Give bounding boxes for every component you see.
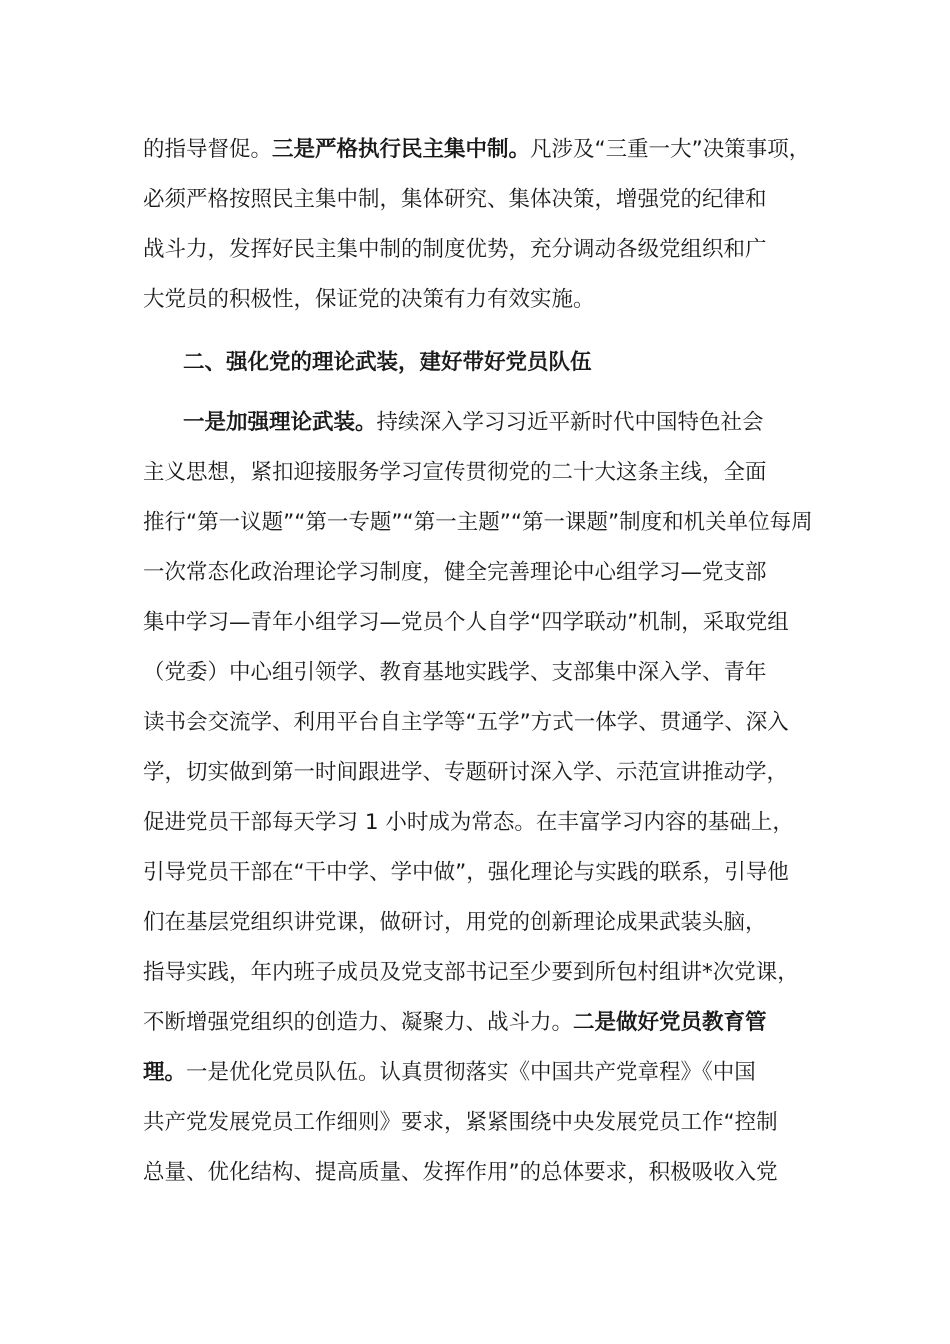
paragraph-2-line-3: 推行“第一议题”“第一专题”“第一主题”“第一课题”制度和机关单位每周 [143,510,813,535]
paragraph-2-line-12: 指导实践，年内班子成员及党支部书记至少要到所包村组讲*次党课， [143,960,799,985]
paragraph-2-line-7: 读书会交流学、利用平台自主学等“五学”方式一体学、贯通学、深入 [143,710,789,735]
paragraph-2-line-16: 总量、优化结构、提高质量、发挥作用”的总体要求，积极吸收入党 [143,1160,778,1185]
bold-lead: 一是加强理论武装。 [183,410,377,435]
bold-lead: 理。 [143,1060,187,1085]
text-run: 一是优化党员队伍。认真贯彻落实《中国共产党章程》《中国 [186,1060,756,1085]
paragraph-1-line-1 [143,130,833,170]
paragraph-2-line-5: 集中学习—青年小组学习—党员个人自学“四学联动”机制，采取党组 [143,610,789,635]
bold-lead: 三是严格执行民主集中制。 [272,137,531,162]
text-run: 凡涉及“三重一大”决策事项， [530,137,811,162]
paragraph-2-line-9: 促进党员干部每天学习 1 小时成为常态。在丰富学习内容的基础上， [143,810,794,835]
paragraph-2-line-6: （党委）中心组引领学、教育基地实践学、支部集中深入学、青年 [143,660,767,685]
text-run: 持续深入学习习近平新时代中国特色社会 [376,410,764,435]
bold-lead: 二是做好党员教育管 [573,1010,767,1035]
section-heading-2: 二、强化党的理论武装，建好带好党员队伍 [183,350,592,375]
paragraph-2-line-4: 一次常态化政治理论学习制度，健全完善理论中心组学习—党支部 [143,560,767,585]
paragraph-1-line-3: 战斗力，发挥好民主集中制的制度优势，充分调动各级党组织和广 [143,237,767,262]
paragraph-2-line-13 [143,1003,833,1043]
paragraph-2-line-11: 们在基层党组织讲党课，做研讨，用党的创新理论成果武装头脑， [143,910,767,935]
paragraph-2-line-10: 引导党员干部在“干中学、学中做”，强化理论与实践的联系，引导他 [143,860,789,885]
paragraph-2-line-1 [183,403,833,443]
paragraph-1-line-2: 必须严格按照民主集中制，集体研究、集体决策，增强党的纪律和 [143,187,767,212]
paragraph-2-line-2: 主义思想，紧扣迎接服务学习宣传贯彻党的二十大这条主线，全面 [143,460,767,485]
paragraph-2-line-14 [143,1053,833,1093]
paragraph-1-line-4: 大党员的积极性，保证党的决策有力有效实施。 [143,287,595,312]
paragraph-2-line-15: 共产党发展党员工作细则》要求，紧紧围绕中央发展党员工作“控制 [143,1110,778,1135]
text-run: 不断增强党组织的创造力、凝聚力、战斗力。 [143,1010,574,1035]
paragraph-2-line-8: 学，切实做到第一时间跟进学、专题研讨深入学、示范宣讲推动学， [143,760,789,785]
text-run: 的指导督促。 [143,137,273,162]
